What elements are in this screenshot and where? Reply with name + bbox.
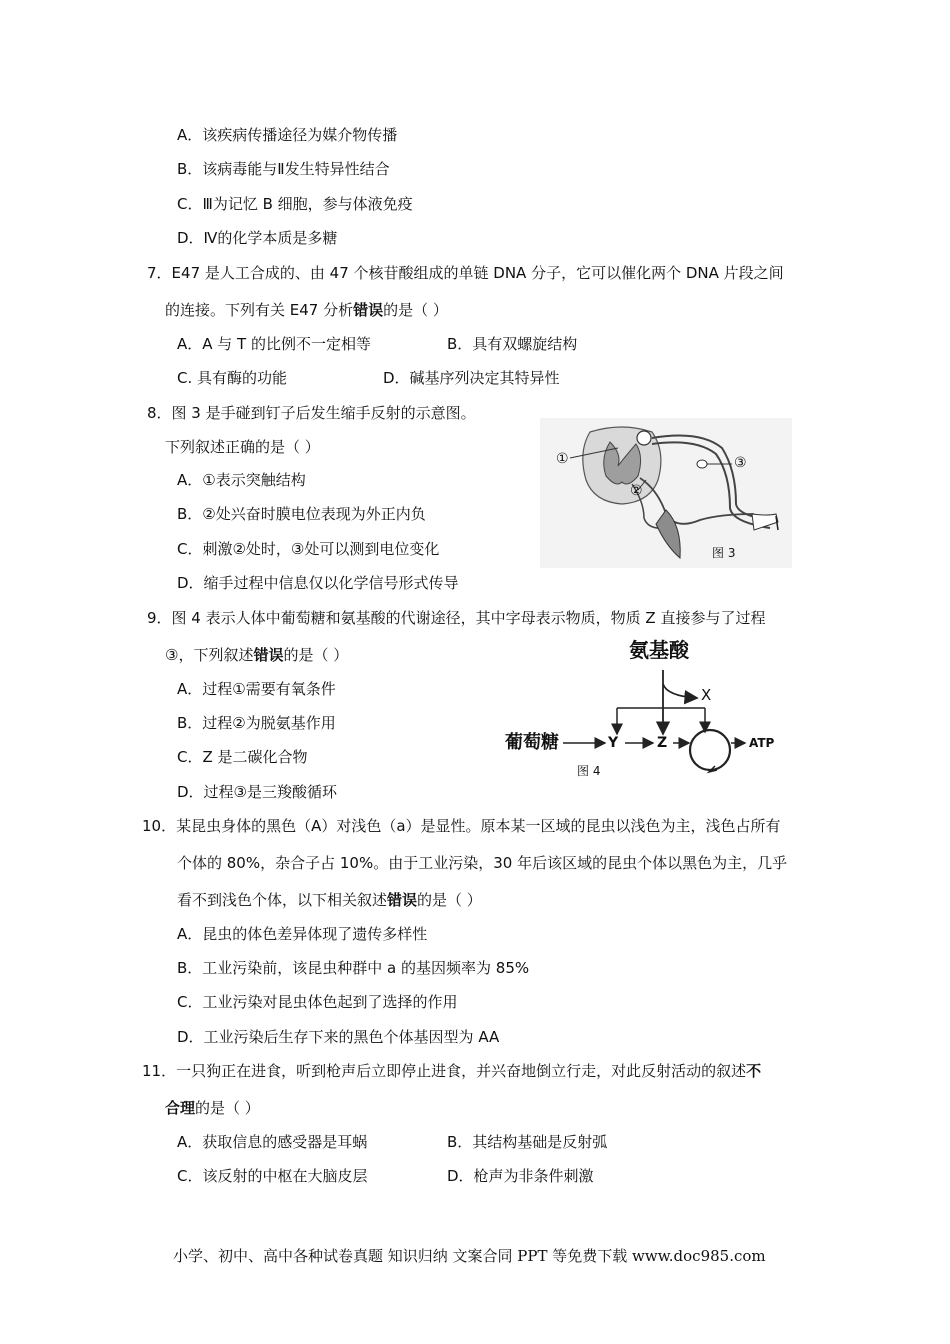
q9-stem-line2: ③，下列叙述错误的是（ ） (165, 646, 349, 664)
fig4-label-z: Z (657, 735, 668, 751)
fig4-label-x: X (701, 686, 712, 704)
fig4-glucose: 葡萄糖 (505, 732, 559, 753)
q8-stem-line1: 8．图 3 是手碰到钉子后发生缩手反射的示意图。 (147, 404, 476, 422)
fig4-amino-acid: 氨基酸 (629, 638, 689, 662)
q11-option-d: D．枪声为非条件刺激 (447, 1167, 594, 1185)
q9-option-d: D．过程③是三羧酸循环 (177, 783, 337, 801)
fig3-label-3: ③ (734, 455, 747, 471)
q7-option-b: B．具有双螺旋结构 (447, 335, 578, 353)
fig4-caption: 图 4 (577, 764, 601, 778)
q9-option-b: B．过程②为脱氨基作用 (177, 714, 336, 732)
q8-option-b: B．②处兴奋时膜电位表现为外正内负 (177, 505, 426, 523)
q10-option-a: A．昆虫的体色差异体现了遗传多样性 (177, 925, 428, 943)
fig4-label-atp: ATP (749, 736, 775, 750)
q11-stem-line1: 11．一只狗正在进食，听到枪声后立即停止进食，并兴奋地倒立行走，对此反射活动的叙述不 (142, 1062, 762, 1080)
q10-stem-line2: 个体的 80%，杂合子占 10%。由于工业污染，30 年后该区域的昆虫个体以黑色为主，几乎 (177, 854, 788, 872)
q10-stem-line1: 10．某昆虫身体的黑色（A）对浅色（a）是显性。原本某一区域的昆虫以浅色为主，浅色占所有 (142, 817, 781, 835)
q11-emphasis-2: 合理 (165, 1099, 196, 1117)
q9-emphasis: 错误 (253, 646, 284, 664)
q7-stem-line1: 7．E47 是人工合成的、由 47 个核苷酸组成的单链 DNA 分子，它可以催化两个 DNA 片段之间 (147, 264, 784, 282)
metabolism-figure (505, 636, 785, 776)
q7-stem-line2: 的连接。下列有关 E47 分析错误的是（ ） (165, 301, 448, 319)
fig3-label-2: ② (630, 483, 643, 499)
fig3-caption: 图 3 (712, 546, 736, 560)
q10-stem-line3: 看不到浅色个体，以下相关叙述错误的是（ ） (177, 891, 482, 909)
q8-option-d: D．缩手过程中信息仅以化学信号形式传导 (177, 574, 459, 592)
fig3-label-1: ① (556, 451, 569, 467)
q9-stem-line1: 9．图 4 表示人体中葡萄糖和氨基酸的代谢途径，其中字母表示物质，物质 Z 直接参与了过程 (147, 609, 766, 627)
q7-option-a: A．A 与 T 的比例不一定相等 (177, 335, 371, 353)
q8-option-a: A．①表示突触结构 (177, 471, 306, 489)
q10-option-d: D．工业污染后生存下来的黑色个体基因型为 AA (177, 1028, 500, 1046)
q9-option-c: C．Z 是二碳化合物 (177, 748, 308, 766)
q6-option-a: A．该疾病传播途径为媒介物传播 (177, 126, 398, 144)
q11-stem-line2: 合理的是（ ） (165, 1099, 260, 1117)
q6-option-b: B．该病毒能与Ⅱ发生特异性结合 (177, 160, 390, 178)
q8-stem-line2: 下列叙述正确的是（ ） (165, 438, 320, 456)
q11-option-b: B．其结构基础是反射弧 (447, 1133, 608, 1151)
q11-option-c: C．该反射的中枢在大脑皮层 (177, 1167, 368, 1185)
q7-option-d: D．碱基序列决定其特异性 (383, 369, 560, 387)
q9-option-a: A．过程①需要有氧条件 (177, 680, 336, 698)
q10-emphasis: 错误 (387, 891, 418, 909)
reflex-arc-figure (540, 418, 792, 568)
q11-option-a: A．获取信息的感受器是耳蜗 (177, 1133, 368, 1151)
q10-option-c: C．工业污染对昆虫体色起到了选择的作用 (177, 993, 458, 1011)
q10-option-b: B．工业污染前，该昆虫种群中 a 的基因频率为 85% (177, 959, 530, 977)
q7-emphasis: 错误 (353, 301, 384, 319)
q6-option-c: C．Ⅲ为记忆 B 细胞，参与体液免疫 (177, 195, 413, 213)
q11-emphasis-1: 不 (746, 1062, 762, 1080)
page-footer: 小学、初中、高中各种试卷真题 知识归纳 文案合同 PPT 等免费下载 www.doc985.com (173, 1247, 766, 1265)
fig4-label-y: Y (608, 735, 619, 751)
q6-option-d: D．Ⅳ的化学本质是多糖 (177, 229, 338, 247)
reflex-arc-diagram (540, 418, 792, 568)
q8-option-c: C．刺激②处时，③处可以测到电位变化 (177, 540, 440, 558)
q7-option-c: C. 具有酶的功能 (177, 369, 288, 387)
